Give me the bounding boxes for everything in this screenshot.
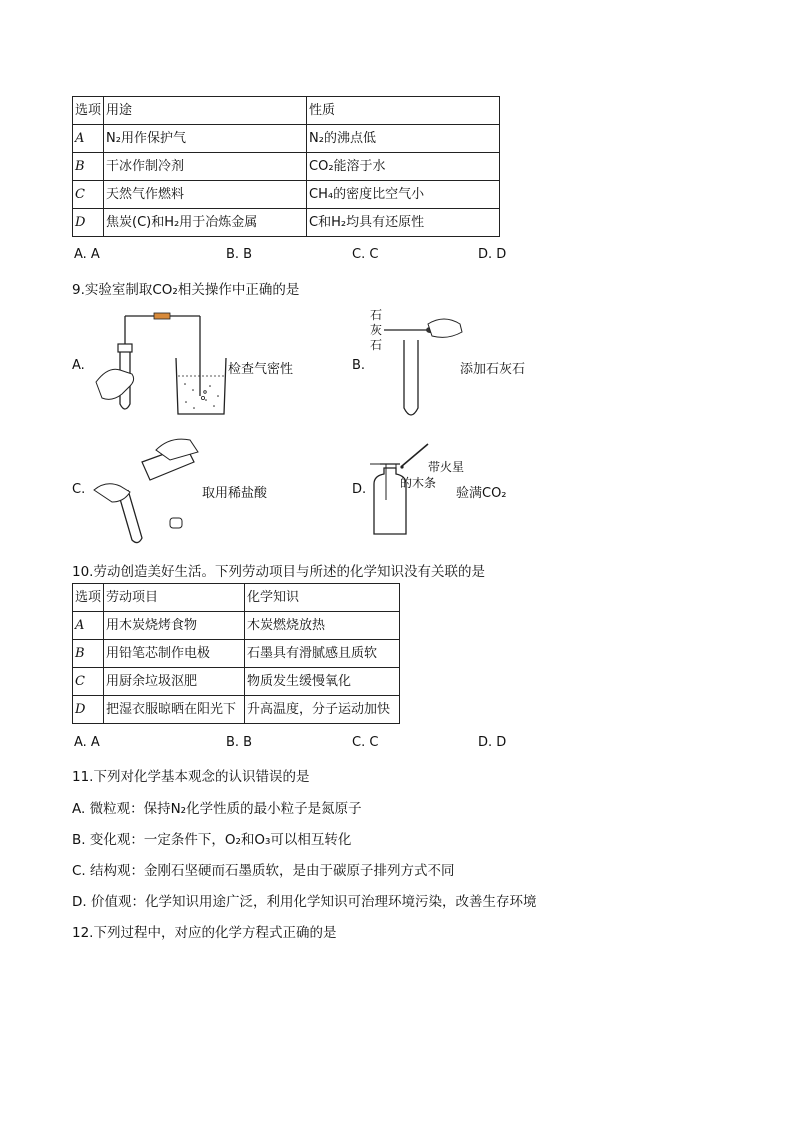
table-row <box>73 640 400 668</box>
q11-option-b[interactable]: B. 变化观：一定条件下，O₂和O₃可以相互转化 <box>72 832 352 848</box>
q8-option-b[interactable]: B. B <box>226 247 253 262</box>
q10-stem: 10.劳动创造美好生活。下列劳动项目与所述的化学知识没有关联的是 <box>72 564 485 580</box>
q9-option-a-caption: 检查气密性 <box>228 362 294 377</box>
table-header-cell: 化学知识 <box>245 584 400 612</box>
table-cell: CH₄的密度比空气小 <box>307 181 500 209</box>
table-cell: 石墨具有滑腻感且质软 <box>245 640 400 668</box>
q11-stem: 11.下列对化学基本观念的认识错误的是 <box>72 769 310 785</box>
table-cell: B <box>73 153 104 181</box>
q9-option-d-label-line1: 带火星 <box>428 460 465 474</box>
table-header-cell: 选项 <box>73 97 104 125</box>
table-cell: C和H₂均具有还原性 <box>307 209 500 237</box>
q9-option-c-letter[interactable]: C. <box>72 482 86 497</box>
q8-table <box>72 96 500 237</box>
q9-option-d-caption: 验满CO₂ <box>456 486 507 501</box>
table-row <box>73 181 500 209</box>
airtightness-apparatus-figure <box>90 310 230 420</box>
table-row <box>73 125 500 153</box>
table-cell: N₂用作保护气 <box>104 125 307 153</box>
table-cell: 干冰作制冷剂 <box>104 153 307 181</box>
table-row <box>73 209 500 237</box>
q9-option-b-letter[interactable]: B. <box>352 358 366 373</box>
q10-option-d[interactable]: D. D <box>478 735 507 750</box>
table-cell: 天然气作燃料 <box>104 181 307 209</box>
q10-option-b[interactable]: B. B <box>226 735 253 750</box>
table-cell: 物质发生缓慢氧化 <box>245 668 400 696</box>
table-cell: C <box>73 668 104 696</box>
q11-option-c[interactable]: C. 结构观：金刚石坚硬而石墨质软，是由于碳原子排列方式不同 <box>72 863 455 879</box>
table-row <box>73 153 500 181</box>
table-row <box>73 612 400 640</box>
table-row <box>73 696 400 724</box>
table-header-cell: 用途 <box>104 97 307 125</box>
q9-option-d-label-line2: 的木条 <box>400 476 437 490</box>
table-cell: N₂的沸点低 <box>307 125 500 153</box>
table-cell: 木炭燃烧放热 <box>245 612 400 640</box>
table-cell: D <box>73 696 104 724</box>
table-cell: 用厨余垃圾沤肥 <box>104 668 245 696</box>
q10-option-c[interactable]: C. C <box>352 735 379 750</box>
table-row <box>73 584 400 612</box>
q9-option-d-letter[interactable]: D. <box>352 482 367 497</box>
q9-option-b-limestone-label: 石灰石 <box>370 308 383 352</box>
table-cell: 把湿衣服晾晒在阳光下 <box>104 696 245 724</box>
table-cell: C <box>73 181 104 209</box>
table-header-cell: 选项 <box>73 584 104 612</box>
q11-option-d[interactable]: D. 价值观：化学知识用途广泛，利用化学知识可治理环境污染，改善生存环境 <box>72 894 537 910</box>
q12-stem: 12.下列过程中，对应的化学方程式正确的是 <box>72 925 337 941</box>
pouring-acid-figure <box>90 432 210 544</box>
table-header-cell: 劳动项目 <box>104 584 245 612</box>
table-cell: A <box>73 125 104 153</box>
q8-option-c[interactable]: C. C <box>352 247 379 262</box>
q9-stem: 9.实验室制取CO₂相关操作中正确的是 <box>72 282 300 298</box>
table-header-cell: 性质 <box>307 97 500 125</box>
table-cell: 用木炭烧烤食物 <box>104 612 245 640</box>
table-cell: CO₂能溶于水 <box>307 153 500 181</box>
q10-option-a[interactable]: A. A <box>74 735 100 750</box>
q11-option-a[interactable]: A. 微粒观：保持N₂化学性质的最小粒子是氮原子 <box>72 801 362 817</box>
table-cell: 用铅笔芯制作电极 <box>104 640 245 668</box>
table-row <box>73 97 500 125</box>
q8-option-d[interactable]: D. D <box>478 247 507 262</box>
table-cell: D <box>73 209 104 237</box>
q9-option-b-caption: 添加石灰石 <box>460 362 526 377</box>
table-cell: B <box>73 640 104 668</box>
table-cell: A <box>73 612 104 640</box>
q9-option-a-letter[interactable]: A. <box>72 358 85 373</box>
q9-option-c-caption: 取用稀盐酸 <box>202 486 268 501</box>
table-cell: 焦炭(C)和H₂用于冶炼金属 <box>104 209 307 237</box>
q10-table <box>72 583 400 724</box>
table-row <box>73 668 400 696</box>
q8-option-a[interactable]: A. A <box>74 247 100 262</box>
table-cell: 升高温度，分子运动加快 <box>245 696 400 724</box>
